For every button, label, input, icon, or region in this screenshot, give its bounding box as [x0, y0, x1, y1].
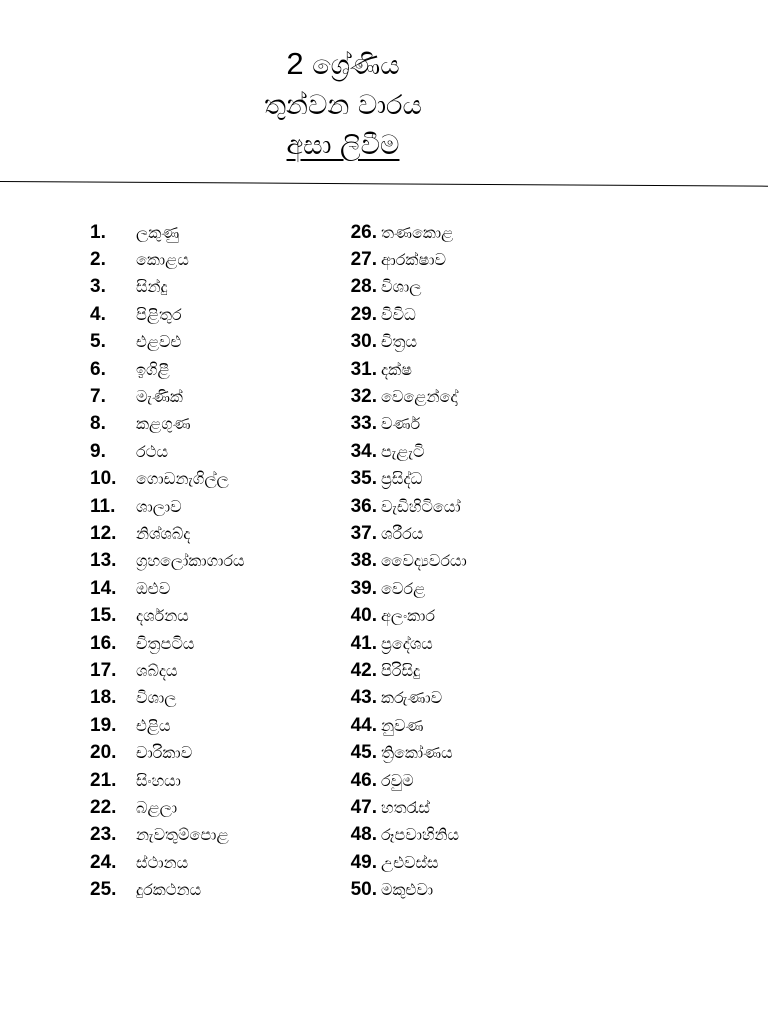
item-number: 31. — [350, 358, 377, 380]
item-number: 6. — [90, 358, 106, 380]
item-number: 4. — [90, 303, 106, 325]
item-word: තණකොළ — [381, 222, 454, 242]
item-number: 27. — [350, 249, 377, 271]
item-number: 14. — [90, 577, 117, 599]
list-item — [332, 712, 622, 739]
list-item — [332, 493, 622, 520]
item-number: 39. — [350, 577, 377, 599]
item-number: 10. — [90, 468, 117, 490]
word-list-right — [332, 219, 622, 904]
header-divider — [0, 181, 768, 187]
item-word: බළලා — [136, 797, 178, 817]
item-number: 30. — [350, 331, 377, 353]
item-number: 44. — [350, 714, 377, 736]
item-number: 21. — [90, 769, 117, 791]
item-word: රථය — [136, 441, 169, 461]
item-word: කොළය — [136, 250, 189, 270]
item-word: කළගුණ — [136, 414, 191, 434]
item-word: චාරිකාව — [136, 743, 193, 763]
item-number: 42. — [350, 659, 377, 681]
item-number: 12. — [90, 522, 117, 544]
list-item — [332, 246, 622, 273]
item-number: 33. — [350, 413, 377, 435]
item-number: 41. — [350, 632, 377, 654]
item-word: හතරැස් — [381, 797, 430, 817]
term-title: තුන්වන වාරය — [264, 90, 422, 121]
item-word: පිරිසිදු — [381, 660, 421, 680]
list-item — [332, 767, 622, 794]
item-word: සින්දු — [136, 277, 168, 297]
item-word: ඉගිළී — [136, 359, 170, 379]
item-word: එළවළු — [136, 332, 182, 352]
item-word: උළුවස්ස — [381, 852, 439, 872]
item-number: 43. — [350, 687, 377, 709]
item-word: විශාල — [136, 688, 177, 708]
worksheet-header — [0, 44, 686, 166]
item-word: වෛද්‍යවරයා — [381, 551, 467, 571]
list-item — [332, 548, 622, 575]
list-item — [332, 356, 622, 383]
list-item — [332, 602, 622, 629]
item-word: විශාල — [381, 277, 422, 297]
item-number: 9. — [90, 440, 106, 462]
item-word: ශාලාව — [136, 496, 182, 516]
item-number: 20. — [90, 742, 117, 764]
item-number: 32. — [350, 386, 377, 408]
list-item — [332, 438, 622, 465]
subtitle-wrap — [0, 126, 686, 166]
item-number: 45. — [350, 742, 377, 764]
item-number: 8. — [90, 413, 106, 435]
list-item — [332, 794, 622, 821]
grade-number: 2 — [286, 46, 304, 81]
item-number: 36. — [350, 495, 377, 517]
list-item — [332, 575, 622, 602]
item-number: 1. — [90, 221, 106, 243]
item-word: මැණික් — [136, 387, 183, 407]
list-item — [332, 685, 622, 712]
item-word: ලකුණු — [136, 222, 180, 242]
item-word: දක්ෂ — [381, 359, 412, 379]
item-number: 7. — [90, 386, 106, 408]
item-word: ආරක්ෂාව — [381, 250, 447, 270]
list-item — [332, 383, 622, 410]
item-number: 40. — [350, 605, 377, 627]
item-number: 19. — [90, 714, 117, 736]
item-number: 47. — [350, 796, 377, 818]
item-word: රූපවාහිනිය — [381, 825, 460, 845]
item-number: 2. — [90, 249, 106, 271]
item-number: 16. — [90, 632, 117, 654]
item-number: 17. — [90, 659, 117, 681]
item-word: අලංකාර — [381, 606, 436, 626]
item-number: 48. — [350, 824, 377, 846]
item-number: 23. — [90, 824, 117, 846]
item-number: 3. — [90, 276, 106, 298]
item-word: වෙරළ — [381, 578, 426, 598]
item-number: 22. — [90, 796, 117, 818]
dictation-subtitle: අසා ලිවීම — [286, 130, 400, 161]
item-number: 11. — [90, 495, 116, 517]
item-number: 34. — [350, 440, 377, 462]
item-word: ග්‍රහලෝකාගාරය — [136, 551, 245, 571]
list-item — [332, 849, 622, 876]
item-word: නැවතුම්පොළ — [136, 825, 229, 845]
list-item — [332, 466, 622, 493]
list-item — [332, 329, 622, 356]
item-number: 35. — [350, 468, 377, 490]
item-word: සිංහයා — [136, 770, 181, 790]
list-item — [332, 822, 622, 849]
item-word: නුවණ — [381, 715, 424, 735]
item-word: පැළැටි — [381, 441, 425, 461]
item-word: වර්ණ — [381, 414, 421, 434]
item-word: ස්ථානය — [136, 852, 189, 872]
item-word: ශරීරය — [381, 523, 424, 543]
item-word: චිත්‍රය — [381, 332, 418, 352]
list-item — [332, 630, 622, 657]
list-item — [332, 739, 622, 766]
item-word: කරුණාව — [381, 688, 443, 708]
item-word: දුරකථනය — [136, 880, 202, 900]
item-word: වැඩිහිටියෝ — [381, 496, 461, 516]
item-word: ප්‍රසිද්ධ — [381, 469, 423, 489]
item-word: රවුම — [381, 770, 414, 790]
item-number: 49. — [350, 851, 377, 873]
item-number: 18. — [90, 687, 117, 709]
item-number: 25. — [90, 879, 117, 901]
list-item — [332, 876, 622, 903]
item-word: ඔළුව — [136, 578, 171, 598]
list-item — [332, 274, 622, 301]
item-word: දර්ශනය — [136, 606, 189, 626]
item-number: 13. — [90, 550, 117, 572]
item-number: 26. — [350, 221, 377, 243]
grade-word: ශ්‍රේණිය — [312, 50, 400, 81]
item-word: එළිය — [136, 715, 171, 735]
item-word: චිත්‍රපටිය — [136, 633, 195, 653]
list-item — [332, 657, 622, 684]
item-number: 5. — [90, 331, 106, 353]
list-item — [332, 301, 622, 328]
item-number: 24. — [90, 851, 117, 873]
item-word: මකුළුවා — [381, 880, 434, 900]
item-word: ප්‍රදේශය — [381, 633, 433, 653]
list-item — [332, 219, 622, 246]
item-word: පිළිතුර — [136, 304, 182, 324]
list-item — [332, 411, 622, 438]
item-number: 38. — [350, 550, 377, 572]
item-word: වෙළෙන්දෝ — [381, 387, 458, 407]
list-item — [332, 520, 622, 547]
item-word: විවිධ — [381, 304, 416, 324]
item-number: 29. — [350, 303, 377, 325]
item-number: 28. — [350, 276, 377, 298]
item-word: ශබ්දය — [136, 660, 178, 680]
item-number: 46. — [350, 769, 377, 791]
item-word: නිශ්ශබ්ද — [136, 523, 191, 543]
item-word: ත්‍රිකෝණය — [381, 743, 453, 763]
item-number: 15. — [90, 605, 117, 627]
item-number: 50. — [350, 879, 377, 901]
grade-title — [0, 44, 686, 86]
item-word: ගොඩනැගිල්ල — [136, 469, 229, 489]
item-number: 37. — [350, 522, 377, 544]
